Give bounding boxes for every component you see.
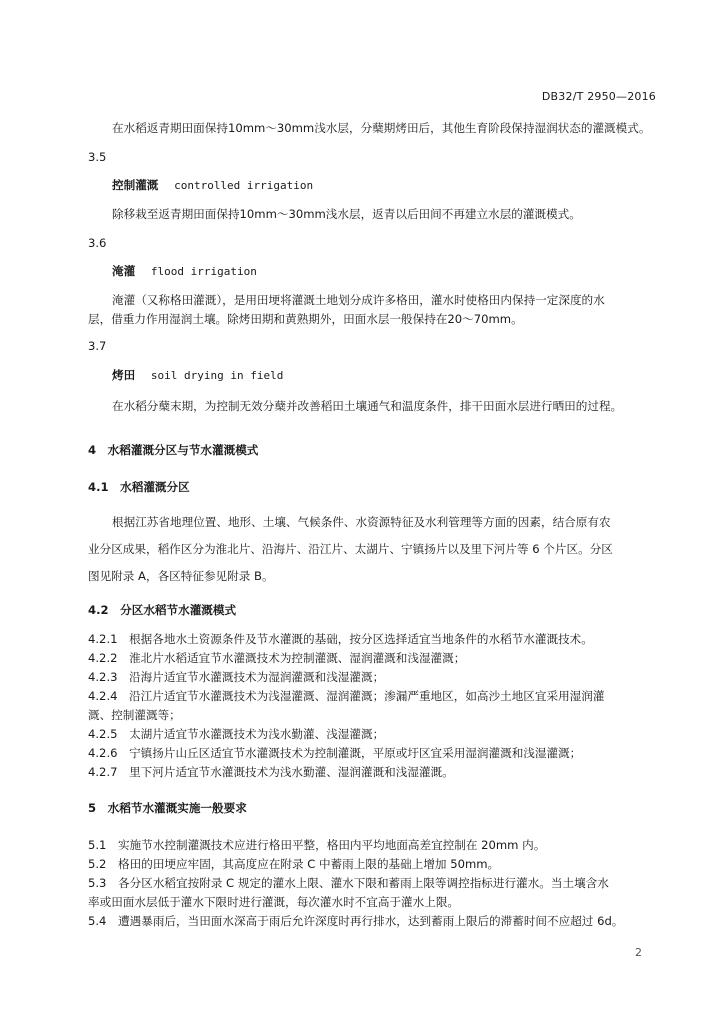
term-chinese: 烤田 <box>112 368 136 382</box>
paragraph-4-1-line-2: 业分区成果，稻作区分为淮北片、沿海片、沿江片、太湖片、宁镇扬片以及里下河片等 6 个片区。分区 <box>88 542 613 556</box>
definition-3-6-line-2: 层，借重力作用湿润土壤。除烤田期和黄熟期外，田面水层一般保持在20～70mm。 <box>88 312 523 326</box>
paragraph-4-1-line-3: 图见附录 A，各区特征参见附录 B。 <box>88 569 274 583</box>
definition-3-7: 在水稻分蘖末期，为控制无效分蘖并改善稻田土壤通气和温度条件，排干田面水层进行晒田的过程。 <box>112 399 623 413</box>
clause-4-2-4-line-1: 4.2.4 沿江片适宜节水灌溉技术为浅湿灌溉、湿润灌溉；渗漏严重地区，如高沙土地区宜采用湿润灌 <box>88 689 605 703</box>
clause-number-3-7: 3.7 <box>88 339 107 353</box>
clause-5-4: 5.4 遭遇暴雨后，当田面水深高于雨后允许深度时再行排水，达到蓄雨上限后的滞蓄时间不应超过 6d。 <box>88 914 624 928</box>
term-3-5 <box>112 177 313 194</box>
clause-5-3-line-2: 率或田面水层低于灌水下限时进行灌溉，每次灌水时不宜高于灌水上限。 <box>88 895 460 909</box>
term-english: soil drying in field <box>150 369 284 382</box>
clause-4-2-1: 4.2.1 根据各地水土资源条件及节水灌溉的基础，按分区选择适宜当地条件的水稻节水灌溉技术。 <box>88 632 593 646</box>
paragraph-4-1-line-1: 根据江苏省地理位置、地形、土壤、气候条件、水资源特征及水利管理等方面的因素，结合原有农 <box>112 515 611 529</box>
paragraph-line: 在水稻返青期田面保持10mm～30mm浅水层，分蘖期烤田后，其他生育阶段保持湿润状态的灌溉模式。 <box>112 121 651 135</box>
clause-5-2: 5.2 格田的田埂应牢固，其高度应在附录 C 中蓄雨上限的基础上增加 50mm。 <box>88 857 500 871</box>
section-heading-4-2: 4.2 分区水稻节水灌溉模式 <box>88 603 237 617</box>
page-number: 2 <box>635 946 642 959</box>
term-chinese: 淹灌 <box>112 264 136 278</box>
standard-number: DB32/T 2950—2016 <box>541 90 656 103</box>
clause-number-3-6: 3.6 <box>88 236 107 250</box>
clause-4-2-6: 4.2.6 宁镇扬片山丘区适宜节水灌溉技术为控制灌溉，平原或圩区宜采用湿润灌溉和浅湿灌溉； <box>88 746 582 760</box>
section-heading-5: 5 水稻节水灌溉实施一般要求 <box>88 801 247 815</box>
section-heading-4-1: 4.1 水稻灌溉分区 <box>88 480 190 494</box>
definition-3-5: 除移栽至返青期田面保持10mm～30mm浅水层，返青以后田间不再建立水层的灌溉模式。 <box>112 207 581 221</box>
clause-4-2-5: 4.2.5 太湖片适宜节水灌溉技术为浅水勤灌、浅湿灌溉； <box>88 727 385 741</box>
term-3-7 <box>112 367 283 384</box>
clause-5-1: 5.1 实施节水控制灌溉技术应进行格田平整，格田内平均地面高差宜控制在 20mm 内。 <box>88 838 546 852</box>
clause-4-2-7: 4.2.7 里下河片适宜节水灌溉技术为浅水勤灌、湿润灌溉和浅湿灌溉。 <box>88 765 454 779</box>
term-english: flood irrigation <box>150 265 257 278</box>
clause-5-3-line-1: 5.3 各分区水稻宜按附录 C 规定的灌水上限、灌水下限和蓄雨上限等调控指标进行灌水。当土壤含水 <box>88 876 609 890</box>
definition-3-6-line-1: 淹灌（又称格田灌溉），是用田埂将灌溉土地划分成许多格田，灌水时使格田内保持一定深度的水 <box>112 293 605 307</box>
term-chinese: 控制灌溉 <box>112 178 159 192</box>
clause-number-3-5: 3.5 <box>88 150 107 164</box>
clause-4-2-3: 4.2.3 沿海片适宜节水灌溉技术为湿润灌溉和浅湿灌溉； <box>88 670 385 684</box>
clause-4-2-2: 4.2.2 淮北片水稻适宜节水灌溉技术为控制灌溉、湿润灌溉和浅湿灌溉； <box>88 651 466 665</box>
term-3-6 <box>112 263 257 280</box>
section-heading-4: 4 水稻灌溉分区与节水灌溉模式 <box>88 443 259 457</box>
clause-4-2-4-line-2: 溉、控制灌溉等； <box>88 708 181 722</box>
term-english: controlled irrigation <box>174 179 314 192</box>
